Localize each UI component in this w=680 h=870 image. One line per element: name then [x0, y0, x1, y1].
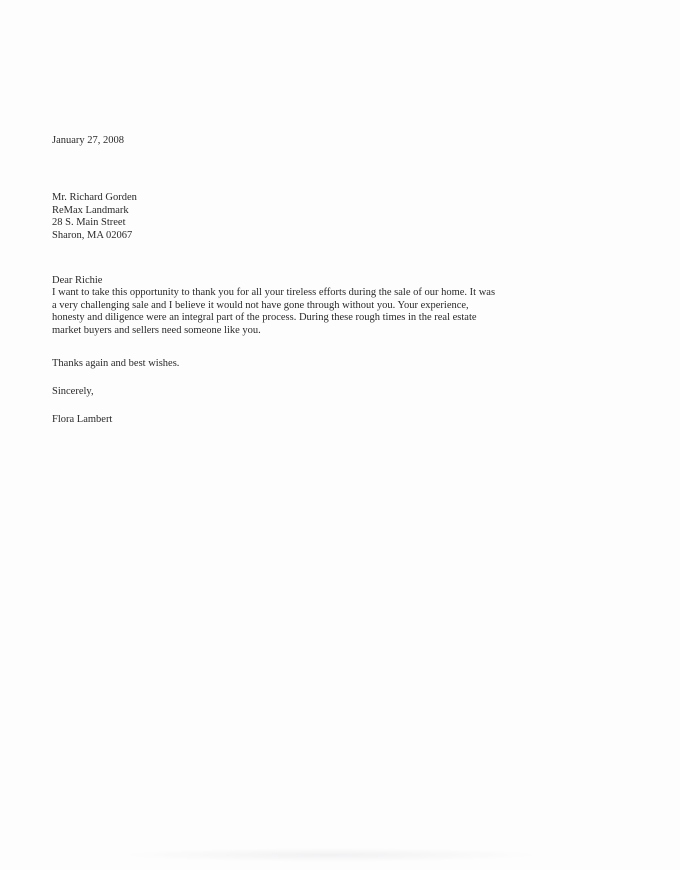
body-line: honesty and diligence were an integral part of the process. During these rough times in the real estate — [52, 312, 477, 323]
recipient-street: 28 S. Main Street — [52, 217, 126, 228]
body-line: market buyers and sellers need someone like you. — [52, 324, 261, 336]
signature-name: Flora Lambert — [52, 414, 113, 425]
closing: Sincerely, — [52, 386, 94, 397]
body-line: I want to take this opportunity to thank you for all your tireless efforts during the sale of our home. It was — [52, 287, 496, 298]
letter-body — [52, 287, 582, 337]
scan-artifact — [120, 848, 540, 862]
salutation: Dear Richie — [52, 275, 103, 286]
recipient-address — [52, 192, 137, 242]
thanks-line: Thanks again and best wishes. — [52, 358, 180, 369]
recipient-city: Sharon, MA 02067 — [52, 229, 133, 241]
recipient-name: Mr. Richard Gorden — [52, 192, 137, 203]
recipient-company: ReMax Landmark — [52, 204, 129, 216]
body-line: a very challenging sale and I believe it would not have gone through without you. Your experience, — [52, 299, 469, 311]
letter-date: January 27, 2008 — [52, 135, 125, 146]
